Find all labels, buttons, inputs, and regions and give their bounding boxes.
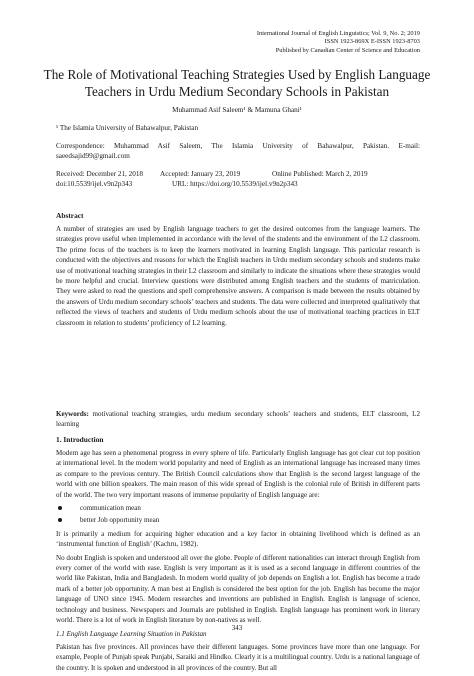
paper-title: The Role of Motivational Teaching Strategies Used by English Language Teachers in Urdu Medium Secondary Schools in Pakistan bbox=[43, 67, 431, 99]
journal-name: International Journal of English Linguistics; Vol. 9, No. 2; 2019 bbox=[256, 30, 420, 37]
online-date: Online Published: March 2, 2019 bbox=[272, 170, 368, 178]
bullet-icon bbox=[58, 506, 62, 510]
list-item: communication mean bbox=[56, 503, 420, 513]
bullet-icon bbox=[58, 518, 62, 522]
journal-publisher: Published by Canadian Center of Science and Education bbox=[275, 46, 420, 54]
accepted-date: Accepted: January 23, 2019 bbox=[160, 170, 241, 178]
reason-list bbox=[56, 503, 420, 526]
author-list: Muhammad Asif Saleem¹ & Mamuna Ghani¹ bbox=[172, 106, 302, 114]
page-number: 343 bbox=[231, 624, 243, 632]
journal-issn: ISSN 1923-869X E-ISSN 1923-8703 bbox=[324, 38, 420, 46]
intro-paragraph-1: Modern age has seen a phenomenal progress in every sphere of life. Particularly English language has got clear cut top position at international level. In the modern world popularity and need of English as an international language has increased many times as compare to the previous century. The British Council calculations show that English is the second largest language of the world with one billion speakers. The main reason of this wide spread of English is the colonial rule of British in different parts of the world. The two very important reasons of immense popularity of English language are: bbox=[56, 449, 420, 499]
introduction-body bbox=[56, 448, 420, 676]
abstract-text: A number of strategies are used by English language teachers to get the desired outcomes from the language learners. The strategies prove useful when implemented in accordance with the level of the students and the environment of the L2 classroom. The prime focus of the teachers is to keep the learners motivated in learning English language. This particular research is conducted with the objectives and reasons for which the English teachers in Urdu medium secondary schools and students make use of motivational teaching strategies in their L2 classroom and similarly to indicate the situations where these strategies would be more helpful and crucial. Interview questions were distributed among English teachers and the students of matriculation. They were asked to read the questions and spell comprehensive answers. A comparison is made between the results obtained by the answers of Urdu medium secondary schools’ teachers and students. The data were collected and interpreted qualitatively that reflected the views of teachers and students of Urdu medium schools about the use of motivational teaching practices in ELT classroom in relation to students’ proficiency of L2 learning. bbox=[56, 225, 420, 327]
keywords bbox=[56, 409, 420, 430]
list-item: better Job opportunity mean bbox=[56, 515, 420, 525]
correspondence: Correspondence: Muhammad Asif Saleem, The Islamia University of Bahawalpur, Pakistan. E-mail: saeedsajid99@gmail.com bbox=[56, 142, 420, 161]
intro-paragraph-3: No doubt English is spoken and understood all over the globe. People of different nationalities can interact through English from every corner of the world with ease. English is very important as it is used as a second language in different countries of the world like Pakistan, India and Bangladesh. In modern world quality of job depends on English a lot. English has become a trade mark of a better job opportunity. A man best at English is considered the best option for the job. English has become the major language of UNO since 1945. Modern researches and inventions are published in English. English is language of science, technology and business. Newspapers and Journals are published in English. English language has prominent work in literary world. There is a lot of work in English literature by non-natives as well. bbox=[56, 553, 420, 625]
publication-dates bbox=[56, 169, 420, 190]
affiliation: ¹ The Islamia University of Bahawalpur, Pakistan bbox=[56, 124, 199, 132]
doi-url-link[interactable]: URL: https://doi.org/10.5539/ijel.v9n2p343 bbox=[172, 180, 298, 189]
keywords-label: Keywords: bbox=[56, 410, 89, 418]
intro-paragraph-2: It is primarily a medium for acquiring higher education and a key factor in obtaining livelihood which is defined as an ‘instrumental function of English’ (Kachru, 1982). bbox=[56, 529, 420, 549]
keywords-text: motivational teaching strategies, urdu medium secondary schools’ teachers and students, ELT classroom, L2 learning bbox=[56, 410, 420, 429]
subsection-heading: 1.1 English Language Learning Situation in Pakistan bbox=[56, 629, 207, 638]
intro-paragraph-4: Pakistan has five provinces. All provinces have their different languages. Some provinces have more than one language. For example, People of Punjab speak Punjabi, Saraiki and Hindko. Clearly it is a multilingual country. Urdu is a national language of the country. It is spoken and understood in all provinces of the country. But all bbox=[56, 642, 420, 672]
journal-header bbox=[257, 30, 420, 55]
doi-text: doi:10.5539/ijel.v9n2p343 bbox=[56, 180, 133, 189]
received-date: Received: December 21, 2018 bbox=[56, 170, 144, 178]
abstract-heading: Abstract bbox=[56, 211, 84, 220]
section-heading-introduction: 1. Introduction bbox=[56, 435, 104, 444]
